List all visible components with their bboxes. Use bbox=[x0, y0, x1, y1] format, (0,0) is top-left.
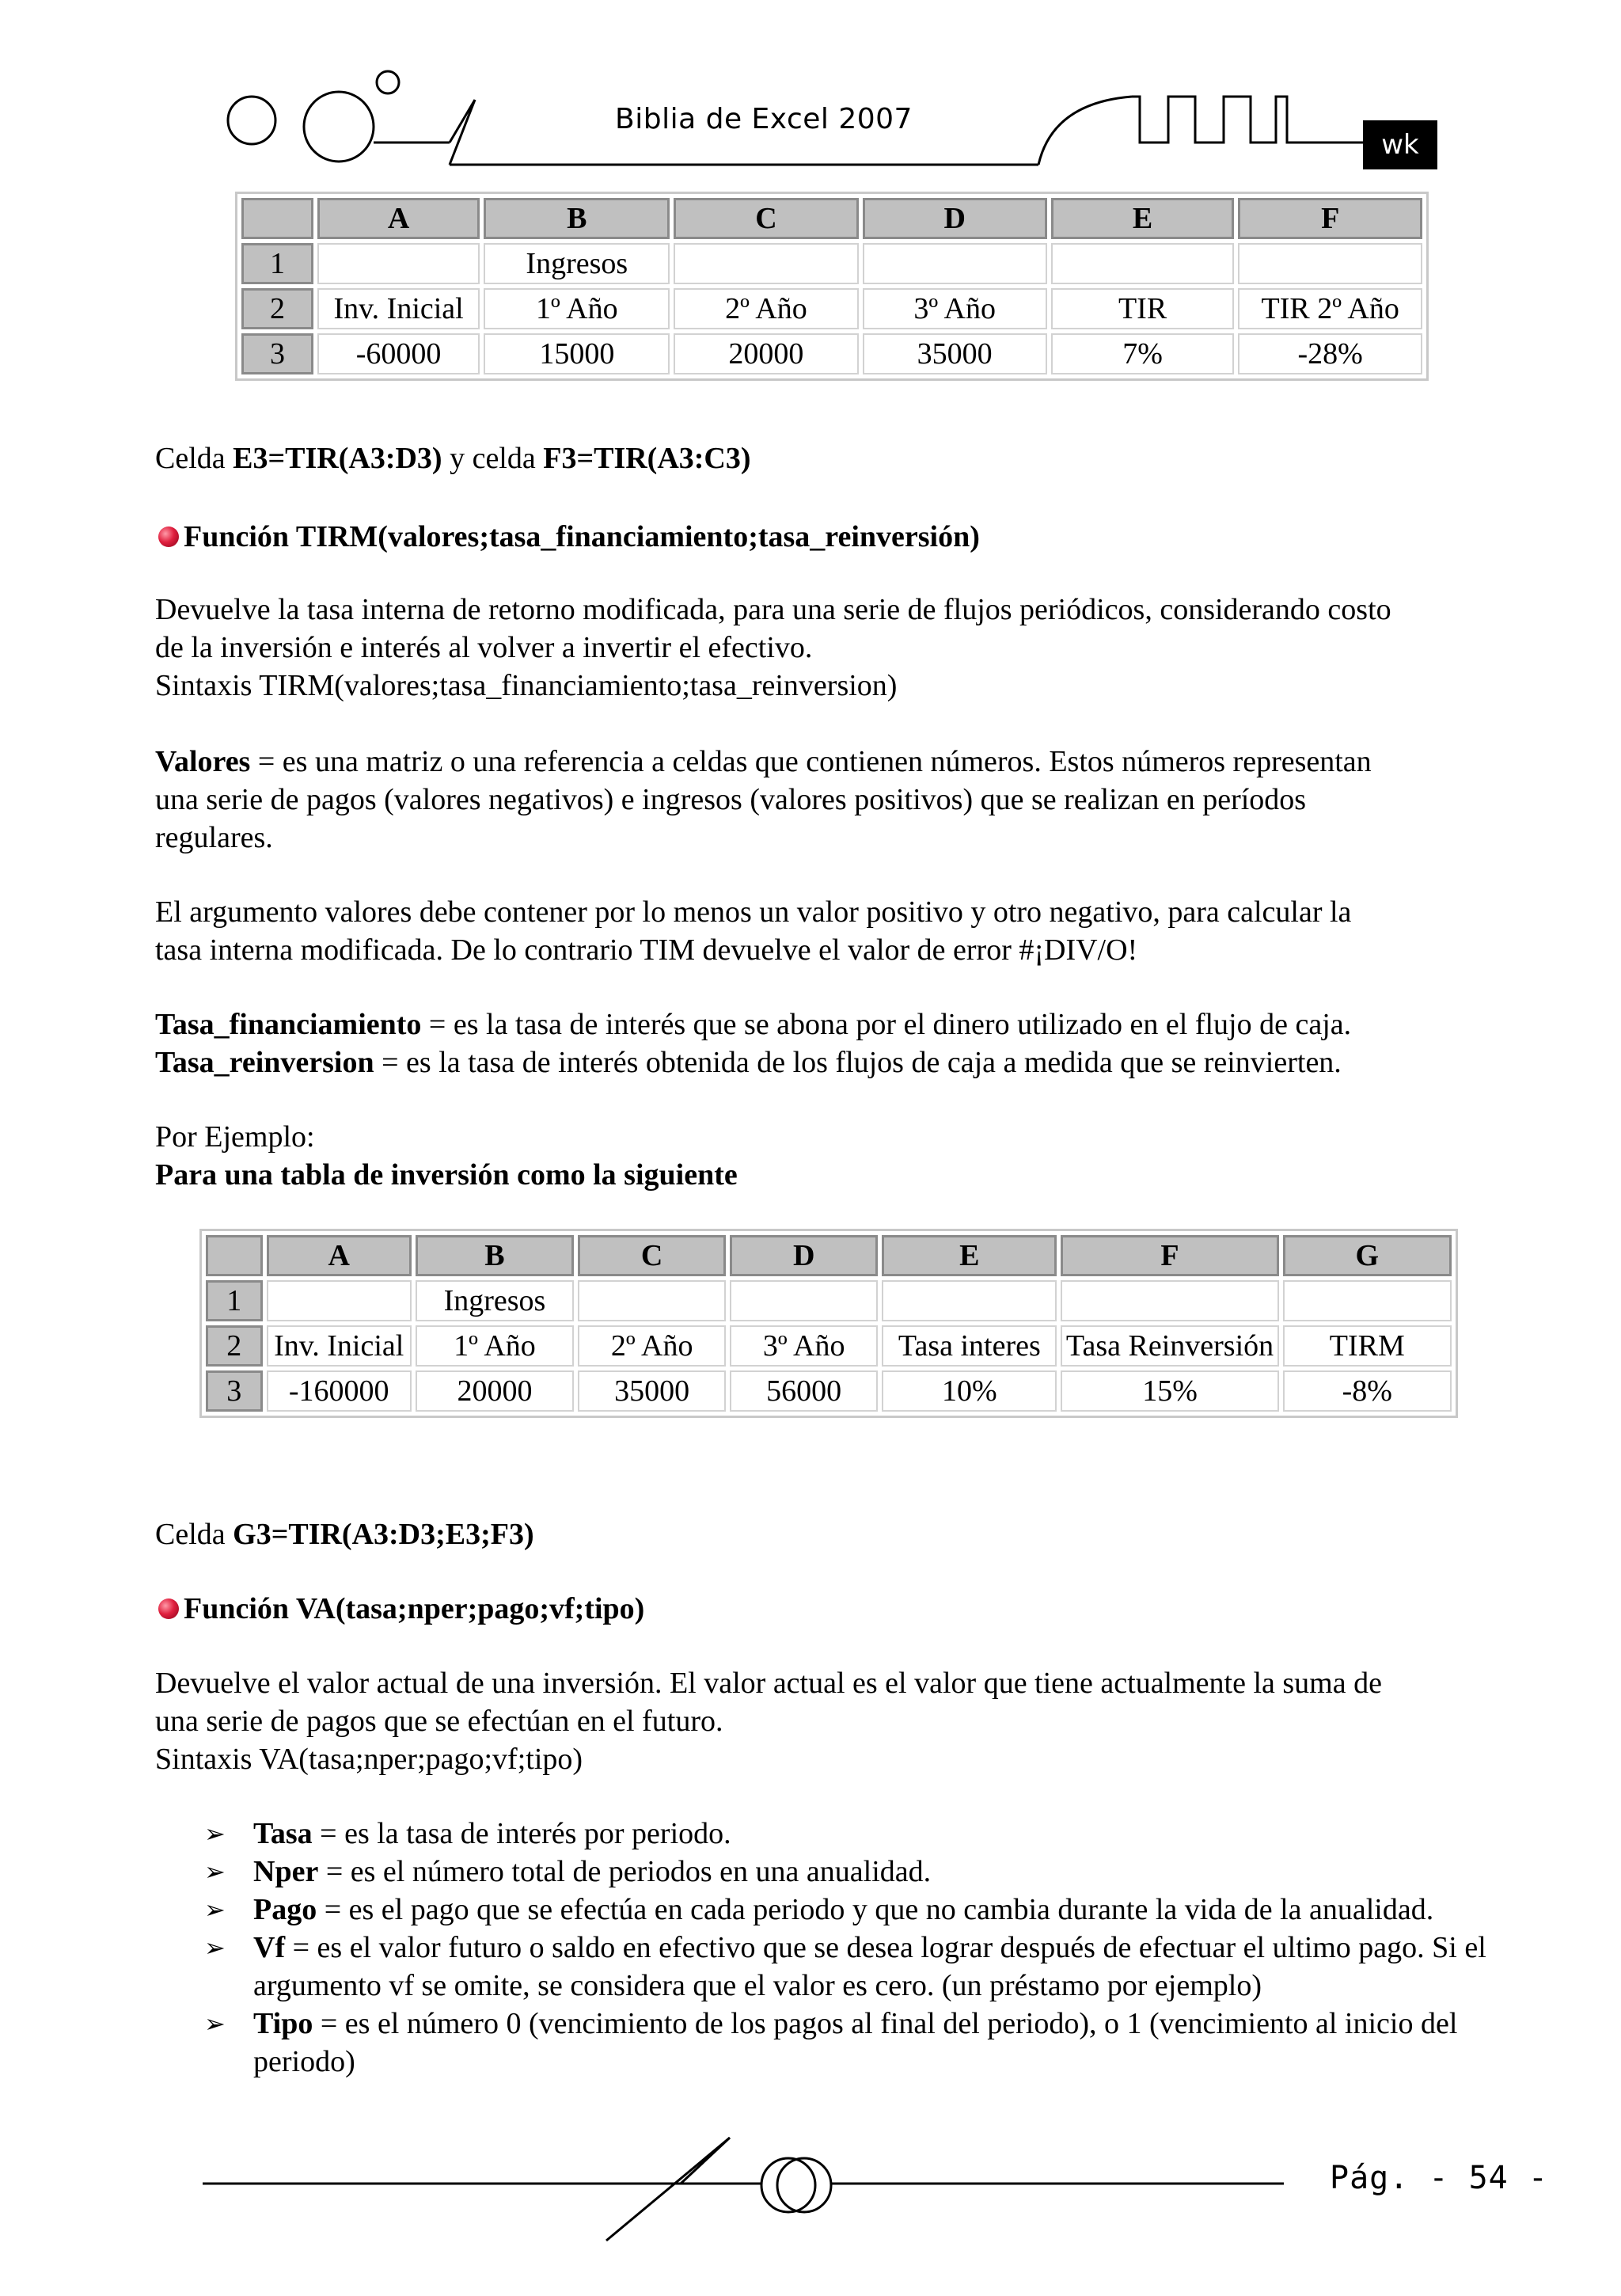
table-row bbox=[241, 243, 1422, 284]
formula: G3=TIR(A3:D3;E3;F3) bbox=[233, 1518, 534, 1551]
text: y celda bbox=[442, 442, 544, 475]
table-cell: 35000 bbox=[863, 333, 1047, 374]
row-number: 1 bbox=[206, 1280, 263, 1321]
table-cell bbox=[882, 1280, 1057, 1321]
table-row bbox=[206, 1370, 1452, 1412]
term: Valores bbox=[155, 745, 251, 778]
table-cell: Tasa Reinversión bbox=[1061, 1325, 1278, 1367]
table-cell: 20000 bbox=[674, 333, 858, 374]
text: = es el pago que se efectúa en cada periodo y que no cambia durante la vida de la anualidad. bbox=[317, 1893, 1434, 1926]
col-header: C bbox=[578, 1235, 726, 1276]
col-header: D bbox=[730, 1235, 878, 1276]
syntax-line: Sintaxis VA(tasa;nper;pago;vf;tipo) bbox=[155, 1743, 583, 1776]
table-cell: -8% bbox=[1283, 1370, 1452, 1412]
text-line: de la inversión e interés al volver a invertir el efectivo. bbox=[155, 631, 813, 664]
table-cell: 3º Año bbox=[863, 288, 1047, 329]
arrow-bullet-icon: ➢ bbox=[204, 1933, 226, 1963]
table-cell bbox=[730, 1280, 878, 1321]
function-heading-tirm bbox=[158, 518, 980, 556]
table-cell: -160000 bbox=[267, 1370, 412, 1412]
table-cell: Ingresos bbox=[416, 1280, 574, 1321]
list-item bbox=[204, 1929, 1518, 2005]
tirm-description bbox=[155, 591, 1517, 705]
term: Tasa_financiamiento bbox=[155, 1008, 422, 1041]
rates-definition bbox=[155, 1005, 1517, 1081]
table-cell: 1º Año bbox=[416, 1325, 574, 1367]
text-line: una serie de pagos que se efectúan en el futuro. bbox=[155, 1705, 723, 1738]
text: Celda bbox=[155, 1518, 233, 1551]
formula-note-2 bbox=[155, 1515, 1517, 1553]
col-header: A bbox=[317, 198, 480, 239]
heading-text: Función TIRM(valores;tasa_financiamiento;tasa_reinversión) bbox=[184, 520, 980, 553]
header-badge: wk bbox=[1363, 120, 1437, 169]
text-line: El argumento valores debe contener por lo menos un valor positivo y otro negativo, para calcular la bbox=[155, 895, 1352, 929]
table-cell bbox=[1051, 243, 1235, 284]
formula: E3=TIR(A3:D3) bbox=[233, 442, 442, 475]
table-cell: 15000 bbox=[484, 333, 670, 374]
table-cell: Inv. Inicial bbox=[317, 288, 480, 329]
table-header-row bbox=[206, 1235, 1452, 1276]
col-header: A bbox=[267, 1235, 412, 1276]
text: = es una matriz o una referencia a celdas que contienen números. Estos números representan bbox=[250, 745, 1372, 778]
text-line: Devuelve la tasa interna de retorno modificada, para una serie de flujos periódicos, considerando costo bbox=[155, 593, 1391, 626]
table-cell: 35000 bbox=[578, 1370, 726, 1412]
text: = es el número total de periodos en una anualidad. bbox=[318, 1855, 932, 1888]
table-cell bbox=[578, 1280, 726, 1321]
arrow-bullet-icon: ➢ bbox=[204, 1819, 226, 1849]
table-cell bbox=[674, 243, 858, 284]
list-item bbox=[204, 1853, 1518, 1891]
col-header: E bbox=[1051, 198, 1235, 239]
table-cell: Ingresos bbox=[484, 243, 670, 284]
row-number: 2 bbox=[241, 288, 313, 329]
table-cell: 2º Año bbox=[674, 288, 858, 329]
col-header: B bbox=[416, 1235, 574, 1276]
table-cell: 10% bbox=[882, 1370, 1057, 1412]
va-argument-list bbox=[204, 1815, 1518, 2081]
bold-line: Para una tabla de inversión como la siguiente bbox=[155, 1158, 738, 1192]
text: = es la tasa de interés que se abona por el dinero utilizado en el flujo de caja. bbox=[421, 1008, 1352, 1041]
col-header: G bbox=[1283, 1235, 1452, 1276]
row-number: 2 bbox=[206, 1325, 263, 1367]
table-cell: TIR 2º Año bbox=[1238, 288, 1422, 329]
text-line: Por Ejemplo: bbox=[155, 1120, 315, 1154]
red-ball-bullet-icon bbox=[158, 526, 179, 547]
table-cell: 56000 bbox=[730, 1370, 878, 1412]
list-item bbox=[204, 1891, 1518, 1929]
col-header: B bbox=[484, 198, 670, 239]
arrow-bullet-icon: ➢ bbox=[204, 1895, 226, 1925]
spreadsheet-table-1 bbox=[235, 192, 1429, 381]
syntax-line: Sintaxis TIRM(valores;tasa_financiamiento;tasa_reinversion) bbox=[155, 669, 898, 702]
text: = es la tasa de interés obtenida de los flujos de caja a medida que se reinvierten. bbox=[374, 1046, 1342, 1079]
row-number: 3 bbox=[241, 333, 313, 374]
col-header: F bbox=[1061, 1235, 1278, 1276]
table-cell bbox=[1061, 1280, 1278, 1321]
term: Tasa_reinversion bbox=[155, 1046, 374, 1079]
col-header: C bbox=[674, 198, 858, 239]
text: = es el número 0 (vencimiento de los pagos al final del periodo), o 1 (vencimiento al inicio del periodo) bbox=[253, 2007, 1458, 2078]
text: = es la tasa de interés por periodo. bbox=[312, 1817, 731, 1850]
table-cell bbox=[1238, 243, 1422, 284]
function-heading-va bbox=[158, 1590, 644, 1628]
table-row bbox=[206, 1280, 1452, 1321]
list-item bbox=[204, 1815, 1518, 1853]
table-cell: 7% bbox=[1051, 333, 1235, 374]
formula-note-1 bbox=[155, 439, 1517, 477]
table-cell bbox=[267, 1280, 412, 1321]
col-header: E bbox=[882, 1235, 1057, 1276]
corner-cell bbox=[206, 1235, 263, 1276]
red-ball-bullet-icon bbox=[158, 1598, 179, 1619]
corner-cell bbox=[241, 198, 313, 239]
table-row bbox=[206, 1325, 1452, 1367]
term: Pago bbox=[253, 1893, 317, 1926]
table-cell: -28% bbox=[1238, 333, 1422, 374]
formula: F3=TIR(A3:C3) bbox=[543, 442, 751, 475]
table-cell bbox=[317, 243, 480, 284]
text: Celda bbox=[155, 442, 233, 475]
table-cell: 15% bbox=[1061, 1370, 1278, 1412]
text-line: Devuelve el valor actual de una inversión. El valor actual es el valor que tiene actualmente la suma de bbox=[155, 1667, 1382, 1700]
term: Nper bbox=[253, 1855, 319, 1888]
col-header: F bbox=[1238, 198, 1422, 239]
spreadsheet-table-2 bbox=[199, 1229, 1458, 1418]
table-row bbox=[241, 333, 1422, 374]
arrow-bullet-icon: ➢ bbox=[204, 1857, 226, 1887]
va-description bbox=[155, 1664, 1517, 1778]
row-number: 3 bbox=[206, 1370, 263, 1412]
table-cell: 1º Año bbox=[484, 288, 670, 329]
table-cell: 20000 bbox=[416, 1370, 574, 1412]
table-cell: Inv. Inicial bbox=[267, 1325, 412, 1367]
table-cell bbox=[1283, 1280, 1452, 1321]
col-header: D bbox=[863, 198, 1047, 239]
list-item bbox=[204, 2005, 1518, 2081]
row-number: 1 bbox=[241, 243, 313, 284]
table-cell: 2º Año bbox=[578, 1325, 726, 1367]
table-cell: TIRM bbox=[1283, 1325, 1452, 1367]
table-cell: Tasa interes bbox=[882, 1325, 1057, 1367]
heading-text: Función VA(tasa;nper;pago;vf;tipo) bbox=[184, 1592, 645, 1625]
argument-note bbox=[155, 893, 1517, 969]
text-line: regulares. bbox=[155, 821, 273, 854]
term: Tasa bbox=[253, 1817, 313, 1850]
page-number: Pág. - 54 - bbox=[1330, 2160, 1548, 2196]
header-title: Biblia de Excel 2007 bbox=[615, 103, 913, 135]
text-line: tasa interna modificada. De lo contrario TIM devuelve el valor de error #¡DIV/O! bbox=[155, 933, 1138, 967]
table-cell: 3º Año bbox=[730, 1325, 878, 1367]
text: = es el valor futuro o saldo en efectivo que se desea lograr después de efectuar el ultimo pago. Si el argumento vf se omite, se considera que el valor es cero. (un préstamo por ejemplo) bbox=[253, 1931, 1486, 2002]
example-intro bbox=[155, 1118, 1517, 1194]
term: Tipo bbox=[253, 2007, 313, 2040]
arrow-bullet-icon: ➢ bbox=[204, 2009, 226, 2039]
valores-definition bbox=[155, 743, 1517, 857]
text-line: una serie de pagos (valores negativos) e ingresos (valores positivos) que se realizan en períodos bbox=[155, 783, 1307, 816]
table-cell bbox=[863, 243, 1047, 284]
table-header-row bbox=[241, 198, 1422, 239]
table-cell: TIR bbox=[1051, 288, 1235, 329]
term: Vf bbox=[253, 1931, 286, 1964]
table-cell: -60000 bbox=[317, 333, 480, 374]
table-row bbox=[241, 288, 1422, 329]
